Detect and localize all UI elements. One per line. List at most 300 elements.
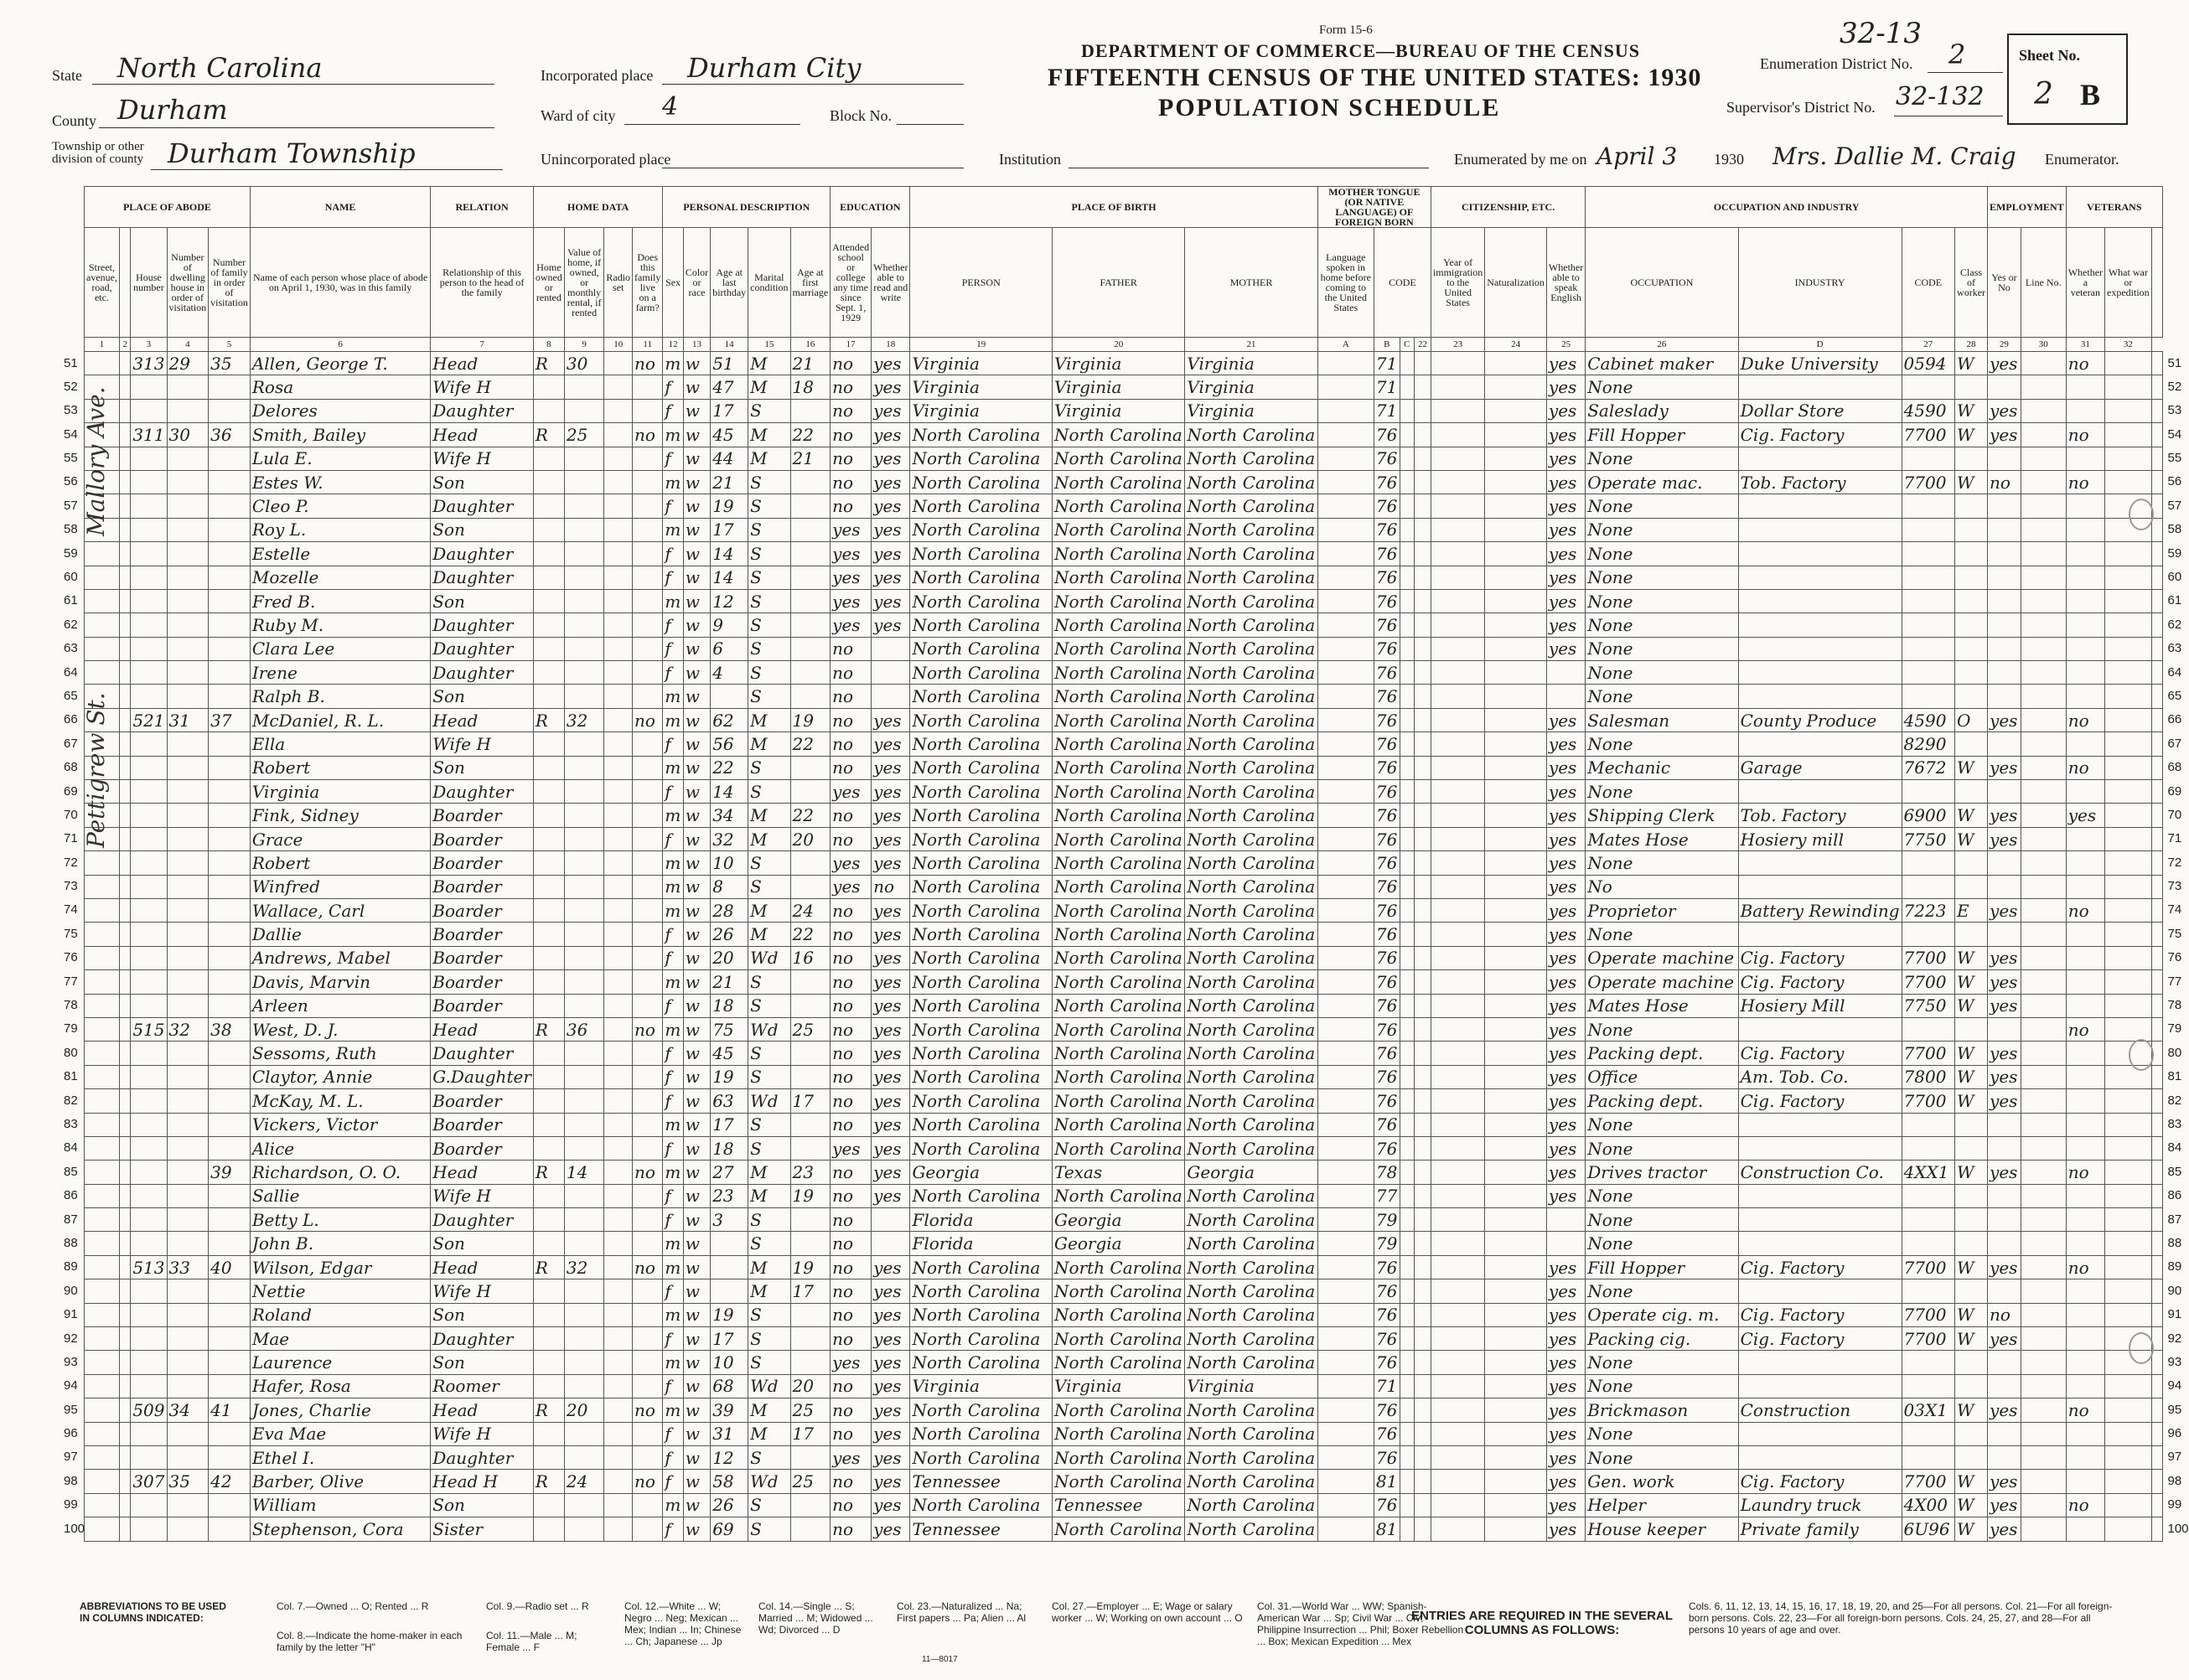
empty-cell [119,637,130,660]
birthplace-mother: Virginia [1185,1374,1317,1398]
dwelling-number [167,732,209,756]
school-attendance: no [831,708,872,731]
farm-status [633,1445,663,1469]
dwelling-number: 33 [167,1255,209,1279]
line-number-right: 99 [2167,1497,2182,1512]
hdr-veteran: Whether a veteran [2066,228,2104,338]
birthplace-father: North Carolina [1053,1422,1185,1445]
birthplace-person: Tennessee [910,1517,1053,1541]
school-attendance: no [831,1517,872,1541]
person-name: Ruby M. [250,613,430,637]
home-tenure [533,1184,564,1207]
empty-cell [1414,470,1431,494]
radio-set [604,1422,633,1445]
marital-status: S [748,470,790,494]
column-number: 11 [633,338,663,352]
sex: m [663,423,683,447]
birthplace-father: North Carolina [1053,1089,1185,1113]
empty-cell [1414,1517,1431,1541]
street-cell [85,1279,120,1303]
radio-set [604,1017,633,1041]
empty-cell [1317,1327,1374,1351]
relationship: Wife H [431,447,534,470]
worker-class: W [1955,1255,1988,1279]
age-first-marriage [790,1445,831,1469]
relationship: Son [431,470,534,494]
birthplace-code: 76 [1374,875,1400,898]
line-number-left: 92 [64,1331,78,1346]
house-number [131,1113,167,1136]
empty-cell [2021,637,2066,660]
literacy: yes [872,923,910,946]
sex: f [663,661,683,685]
house-number [131,1089,167,1113]
veteran-status [2066,1208,2104,1232]
line-number-left: 82 [64,1093,78,1108]
birthplace-mother: North Carolina [1185,566,1317,589]
industry [1738,1422,1902,1445]
age-first-marriage [790,1065,831,1088]
family-number [209,1327,251,1351]
empty-cell [1317,898,1374,922]
school-attendance: no [831,1017,872,1041]
home-tenure [533,661,564,685]
home-value [564,1445,604,1469]
industry [1738,542,1902,566]
race: w [683,542,710,566]
empty-cell [2105,399,2152,422]
empty-cell [1400,423,1414,447]
speaks-english: yes [1546,1493,1585,1517]
age-first-marriage [790,994,831,1017]
home-value [564,851,604,875]
occupation: None [1586,1422,1738,1445]
literacy [872,1208,910,1232]
speaks-english: yes [1546,804,1585,827]
line-number-right: 78 [2167,998,2182,1013]
empty-cell [1431,661,1484,685]
birthplace-person: North Carolina [910,447,1053,470]
birthplace-code: 76 [1374,994,1400,1017]
family-number [209,1493,251,1517]
empty-cell [1317,780,1374,804]
worker-class: E [1955,898,1988,922]
group-place: PLACE OF ABODE [85,187,251,228]
home-value [564,375,604,399]
line-number-right: 86 [2167,1188,2182,1203]
birthplace-code: 76 [1374,1136,1400,1160]
speaks-english: yes [1546,1089,1585,1113]
empty-cell [1485,1160,1547,1184]
empty-cell [2105,708,2152,731]
empty-cell [1414,1374,1431,1398]
home-value: 30 [564,352,604,375]
street-cell [85,589,120,613]
house-number [131,494,167,518]
sex: m [663,756,683,779]
sex: m [663,804,683,827]
hdr-farm: Does this family live on a farm? [633,228,663,338]
empty-cell [1431,1089,1484,1113]
birthplace-code: 76 [1374,898,1400,922]
birthplace-mother: North Carolina [1185,1208,1317,1232]
line-number-right: 53 [2167,403,2182,418]
race: w [683,1184,710,1207]
birthplace-father: North Carolina [1053,1517,1185,1541]
house-number [131,566,167,589]
birthplace-person: North Carolina [910,542,1053,566]
empty-cell [119,898,130,922]
table-row [85,1136,2163,1160]
literacy: yes [872,352,910,375]
empty-cell [1485,1042,1547,1065]
at-work [1988,851,2021,875]
empty-cell [1400,898,1414,922]
marital-status: M [748,898,790,922]
empty-cell [119,1422,130,1445]
empty-cell [2105,1422,2152,1445]
empty-cell [1414,827,1431,850]
empty-cell [1485,1493,1547,1517]
radio-set [604,1327,633,1351]
literacy: yes [872,1517,910,1541]
family-number: 41 [209,1398,251,1422]
abbrev-col7: Col. 7.—Owned ... O; Rented ... R [277,1600,429,1612]
hdr-sex: Sex [663,228,683,338]
hdr-radio: Radio set [604,228,633,338]
at-work [1988,1445,2021,1469]
empty-cell [1485,756,1547,779]
empty-cell [1485,1470,1547,1493]
empty-cell [2151,1422,2162,1445]
empty-cell [2151,399,2162,422]
radio-set [604,1232,633,1255]
family-number [209,542,251,566]
house-number [131,1232,167,1255]
farm-status [633,518,663,541]
empty-cell [119,708,130,731]
empty-cell [1400,1422,1414,1445]
line-number-right: 74 [2167,902,2182,918]
veteran-status [2066,566,2104,589]
marital-status: M [748,375,790,399]
empty-cell [119,375,130,399]
empty-cell [1400,1303,1414,1326]
empty-cell [1400,875,1414,898]
home-value [564,1113,604,1136]
empty-cell [1485,352,1547,375]
empty-cell [1431,447,1484,470]
table-row [85,708,2163,731]
age: 51 [711,352,748,375]
speaks-english [1546,661,1585,685]
person-name: Sallie [250,1184,430,1207]
empty-cell [1414,589,1431,613]
birthplace-father: North Carolina [1053,542,1185,566]
dwelling-number [167,1089,209,1113]
farm-status [633,1351,663,1374]
occupation-code [1902,1232,1955,1255]
industry [1738,1351,1902,1374]
empty-cell [119,1160,130,1184]
person-name: Hafer, Rosa [250,1374,430,1398]
birthplace-mother: North Carolina [1185,447,1317,470]
at-work: yes [1988,898,2021,922]
industry [1738,875,1902,898]
empty-cell [1431,804,1484,827]
line-number-left: 96 [64,1426,78,1441]
industry: Garage [1738,756,1902,779]
age-first-marriage: 20 [790,1374,831,1398]
at-work: yes [1988,1517,2021,1541]
birthplace-person: North Carolina [910,1065,1053,1088]
table-row [85,470,2163,494]
home-value [564,875,604,898]
relationship: Son [431,756,534,779]
marital-status: S [748,1517,790,1541]
family-number [209,1374,251,1398]
race: w [683,994,710,1017]
dwelling-number [167,1232,209,1255]
marital-status: S [748,494,790,518]
column-number: 23 [1431,338,1484,352]
person-name: Claytor, Annie [250,1065,430,1088]
relationship: Head [431,352,534,375]
worker-class [1955,1445,1988,1469]
relationship: Boarder [431,946,534,969]
veteran-status: no [2066,1160,2104,1184]
worker-class [1955,923,1988,946]
age-first-marriage [790,1042,831,1065]
column-number: 18 [872,338,910,352]
column-number: 21 [1185,338,1317,352]
line-number-right: 66 [2167,712,2182,727]
marital-status: S [748,1327,790,1351]
home-tenure [533,685,564,708]
age: 3 [711,1208,748,1232]
line-number-right: 88 [2167,1235,2182,1250]
empty-cell [2105,1517,2152,1541]
empty-cell [1414,1493,1431,1517]
dwelling-number [167,447,209,470]
occupation-code: 7700 [1902,423,1955,447]
veteran-status [2066,1445,2104,1469]
age: 75 [711,1017,748,1041]
birthplace-person: North Carolina [910,1303,1053,1326]
speaks-english: yes [1546,708,1585,731]
at-work [1988,1232,2021,1255]
at-work: no [1988,470,2021,494]
occupation-code [1902,375,1955,399]
birthplace-code: 76 [1374,1113,1400,1136]
block-label: Block No. [830,107,892,124]
worker-class: W [1955,1517,1988,1541]
birthplace-code: 76 [1374,518,1400,541]
line-number-left: 54 [64,426,78,442]
farm-status [633,494,663,518]
industry: Battery Rewinding [1738,898,1902,922]
house-number [131,970,167,994]
group-employment: EMPLOYMENT [1988,187,2067,228]
veteran-status: no [2066,423,2104,447]
home-value [564,1493,604,1517]
sex: f [663,1279,683,1303]
radio-set [604,470,633,494]
home-value [564,470,604,494]
empty-cell [1431,851,1484,875]
speaks-english: yes [1546,875,1585,898]
empty-cell [1431,494,1484,518]
relationship: Head [431,708,534,731]
sex: f [663,1470,683,1493]
empty-cell [119,589,130,613]
speaks-english: yes [1546,827,1585,850]
person-name: Arleen [250,994,430,1017]
empty-cell [2021,1303,2066,1326]
empty-cell [2151,661,2162,685]
literacy: yes [872,399,910,422]
worker-class: W [1955,1160,1988,1184]
form-number: Form 15-6 [1319,23,1373,37]
radio-set [604,661,633,685]
veteran-status: no [2066,352,2104,375]
age-first-marriage [790,470,831,494]
abbrev-col9: Col. 9.—Radio set ... R [486,1600,589,1612]
marital-status: M [748,1422,790,1445]
age: 68 [711,1374,748,1398]
veteran-status: no [2066,1017,2104,1041]
speaks-english: yes [1546,756,1585,779]
industry: Duke University [1738,352,1902,375]
speaks-english: yes [1546,1303,1585,1326]
sex: f [663,375,683,399]
empty-cell [1431,470,1484,494]
radio-set [604,1303,633,1326]
empty-cell [1431,613,1484,637]
worker-class: O [1955,708,1988,731]
farm-status [633,1089,663,1113]
school-attendance: no [831,1470,872,1493]
age-first-marriage [790,1303,831,1326]
birthplace-father: North Carolina [1053,970,1185,994]
empty-cell [2021,470,2066,494]
literacy: yes [872,1160,910,1184]
sex: f [663,994,683,1017]
age: 26 [711,1493,748,1517]
line-number-right: 96 [2167,1426,2182,1441]
street-cell [85,1089,120,1113]
age-first-marriage [790,1517,831,1541]
dwelling-number [167,1374,209,1398]
worker-class [1955,875,1988,898]
at-work: yes [1988,1255,2021,1279]
farm-status [633,851,663,875]
dwelling-number [167,1208,209,1232]
worker-class [1955,1351,1988,1374]
line-number-left: 66 [64,712,78,727]
birthplace-mother: North Carolina [1185,1042,1317,1065]
empty-cell [1400,804,1414,827]
sex: m [663,970,683,994]
occupation: None [1586,447,1738,470]
family-number [209,994,251,1017]
family-number [209,494,251,518]
at-work: yes [1988,804,2021,827]
empty-cell [1400,566,1414,589]
line-number-right: 93 [2167,1354,2182,1369]
empty-cell [2021,1470,2066,1493]
house-number [131,589,167,613]
dwelling-number [167,804,209,827]
speaks-english: yes [1546,352,1585,375]
age-first-marriage: 23 [790,1160,831,1184]
radio-set [604,1470,633,1493]
hdr-immig: Year of immigration to the United States [1431,228,1484,338]
worker-class [1955,1113,1988,1136]
empty-cell [1317,1184,1374,1207]
birthplace-father: North Carolina [1053,637,1185,660]
empty-cell [2105,1232,2152,1255]
line-number-left: 81 [64,1069,78,1084]
speaks-english: yes [1546,1042,1585,1065]
birthplace-mother: North Carolina [1185,542,1317,566]
hdr-class: Class of worker [1955,228,1988,338]
occupation-code: 4XX1 [1902,1160,1955,1184]
birthplace-code: 76 [1374,542,1400,566]
empty-cell [2105,375,2152,399]
birthplace-mother: North Carolina [1185,875,1317,898]
column-number: 27 [1902,338,1955,352]
empty-cell [1317,685,1374,708]
age-first-marriage: 18 [790,375,831,399]
sex: f [663,923,683,946]
school-attendance: no [831,352,872,375]
radio-set [604,494,633,518]
empty-cell [1400,994,1414,1017]
home-value: 36 [564,1017,604,1041]
empty-cell [1485,1232,1547,1255]
empty-cell [2151,1303,2162,1326]
occupation-code [1902,875,1955,898]
empty-cell [1317,1136,1374,1160]
empty-cell [1317,399,1374,422]
marital-status: M [748,732,790,756]
literacy [872,685,910,708]
literacy: yes [872,1470,910,1493]
at-work [1988,518,2021,541]
race: w [683,1327,710,1351]
family-number [209,732,251,756]
empty-cell [1431,1279,1484,1303]
sd-value: 32-132 [1896,82,1985,111]
empty-cell [2151,1017,2162,1041]
race: w [683,613,710,637]
column-number: 14 [711,338,748,352]
radio-set [604,637,633,660]
empty-cell [119,1351,130,1374]
marital-status: S [748,1113,790,1136]
hdr-at-work: Yes or No [1988,228,2021,338]
empty-cell [1485,708,1547,731]
marital-status: S [748,613,790,637]
farm-status [633,1136,663,1160]
institution-field [1069,139,1429,168]
birthplace-mother: North Carolina [1185,1184,1317,1207]
speaks-english: yes [1546,447,1585,470]
birthplace-code: 76 [1374,447,1400,470]
dwelling-number [167,875,209,898]
farm-status [633,589,663,613]
